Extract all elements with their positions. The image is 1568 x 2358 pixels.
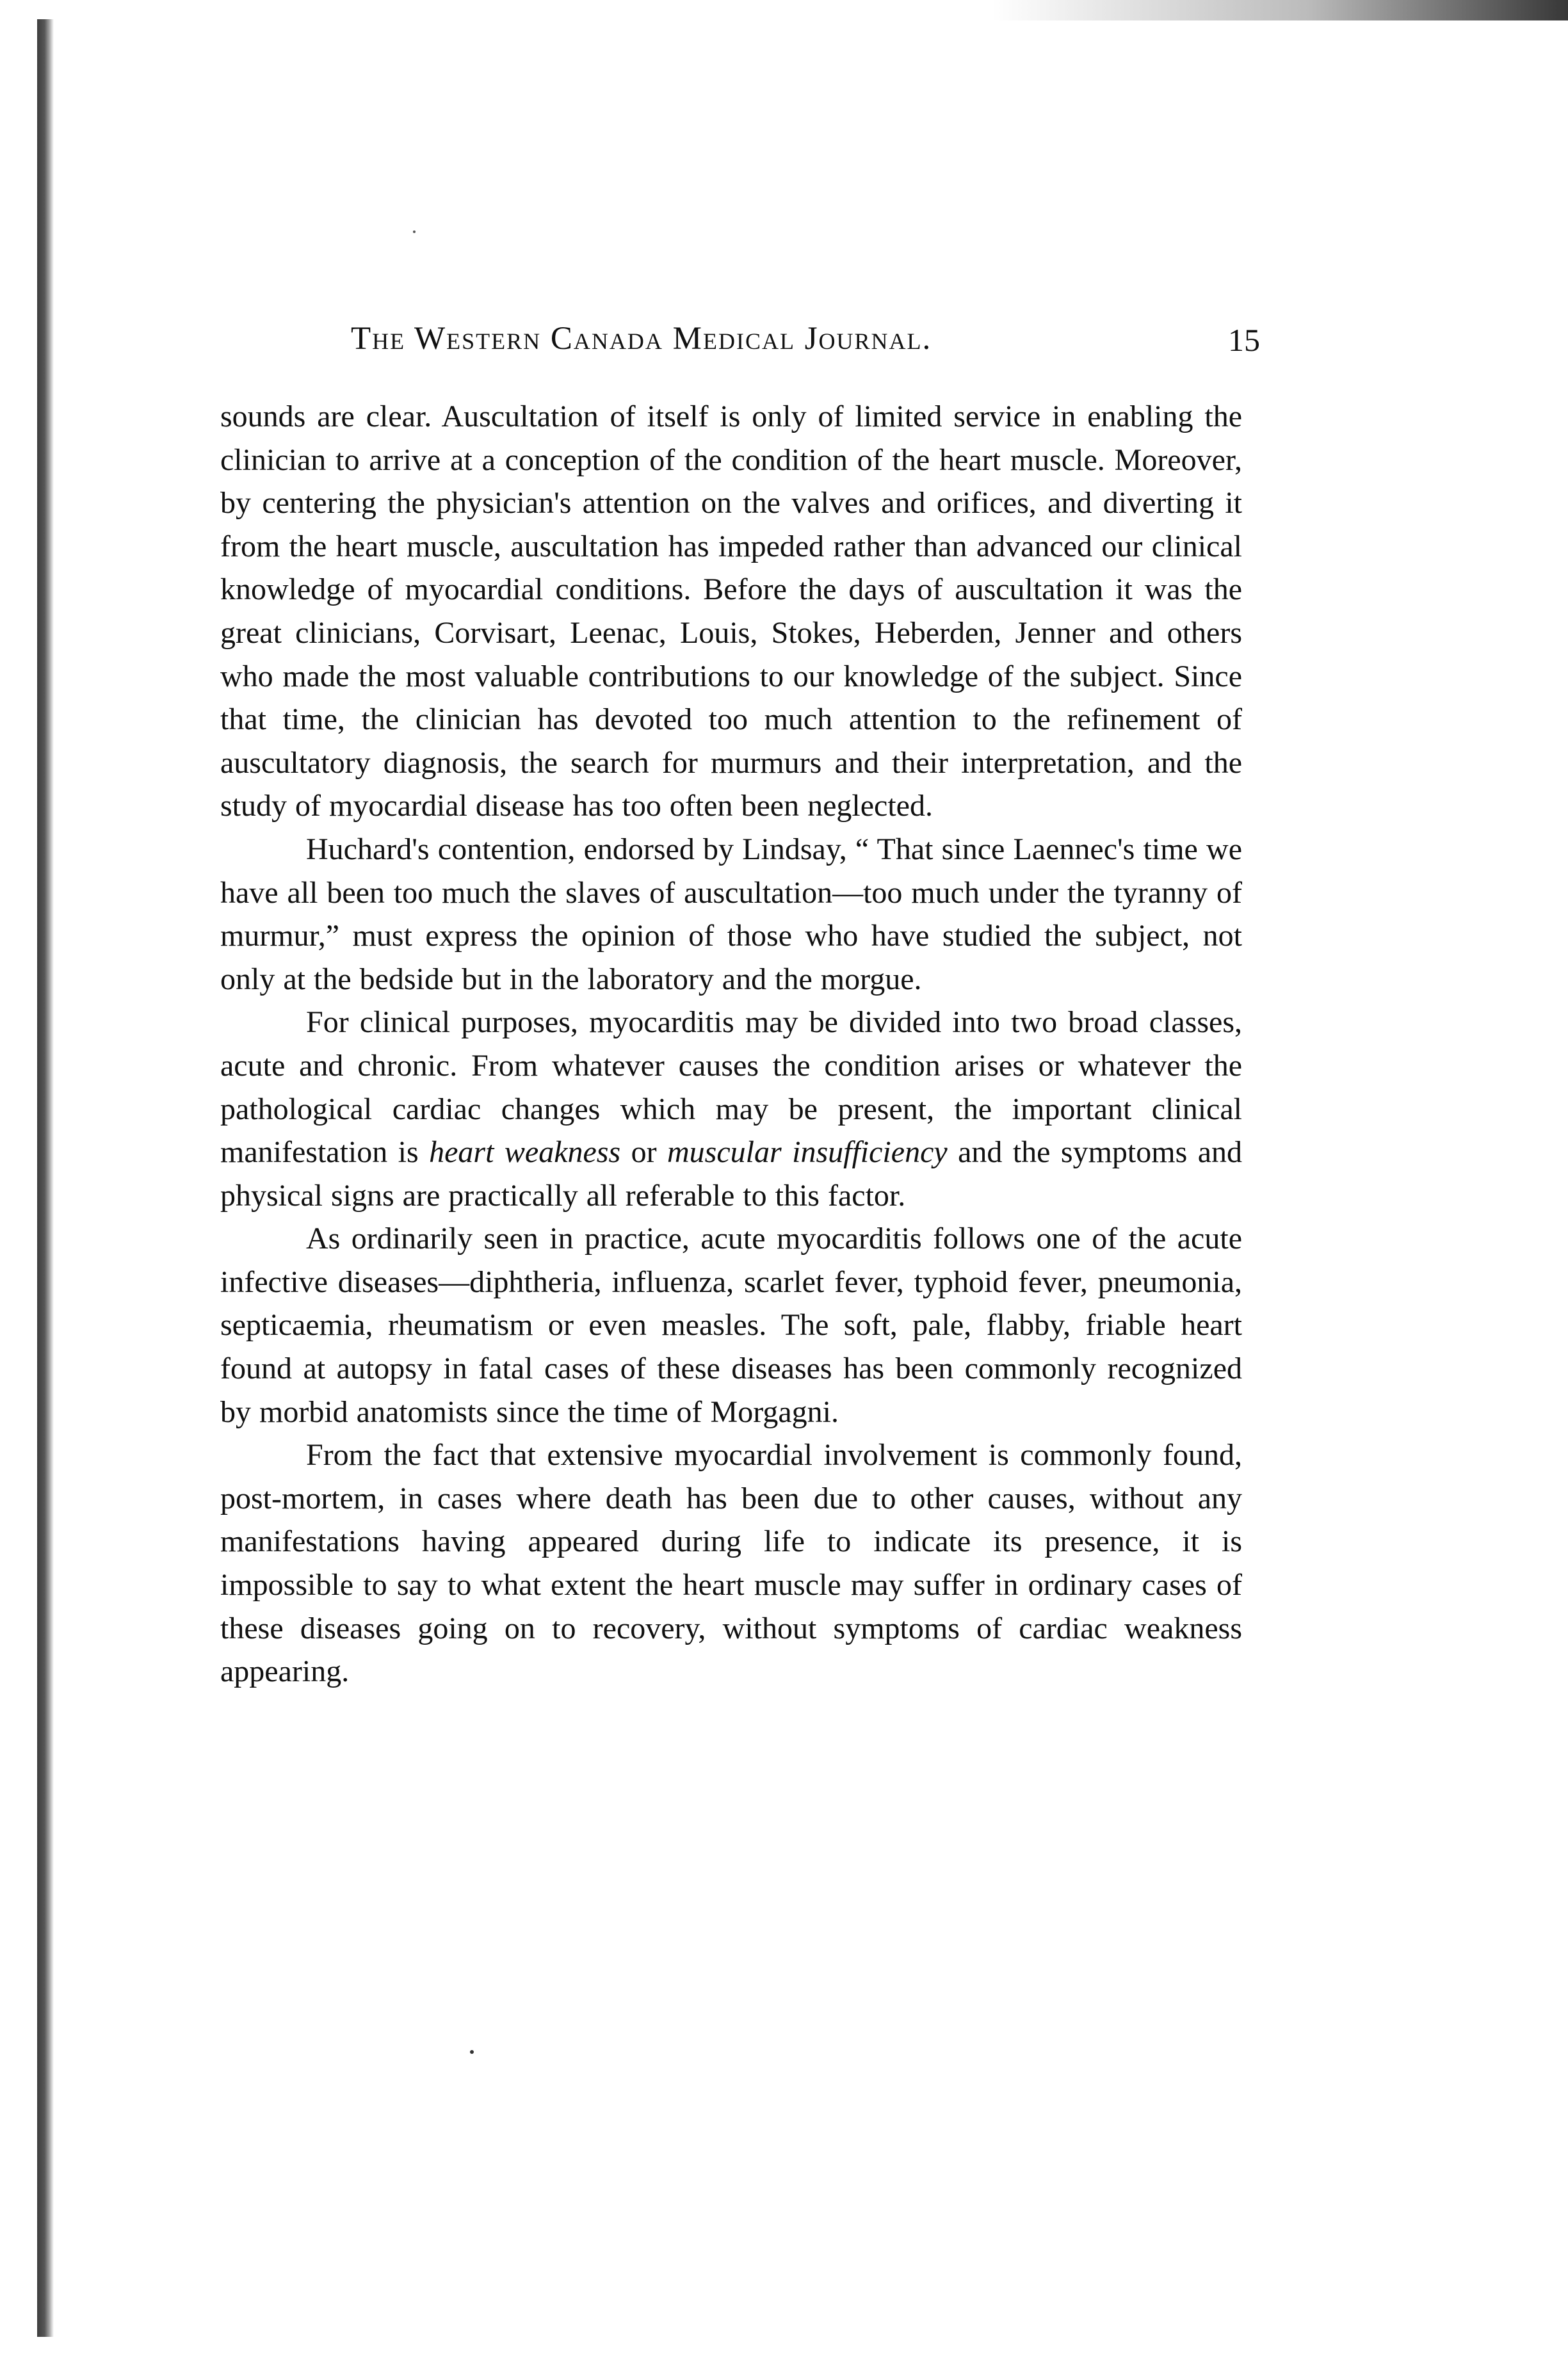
journal-title: The Western Canada Medical Journal. — [351, 321, 932, 357]
paragraph: sounds are clear. Auscultation of itself is only of limited service in enabling the clinician to arrive at a conception of the condition of the heart muscle. Moreover, by centering the physician's attention on the valves and orifices, and diverting it from the heart muscle, auscultation has impeded rather than advanced our clinical knowledge of myocardial conditions. Before the days of auscultation it was the great clinicians, Corvisart, Leenac, Louis, Stokes, Heberden, Jenner and others who made the most valuable contributions to our knowledge of the subject. Since that time, the clinician has devoted too much attention to the refinement of auscultatory diagnosis, the search for murmurs and their interpretation, and the study of myocardial disease has too often been neglected. — [220, 400, 1242, 823]
paragraph: From the fact that extensive myocardial involvement is commonly found, post-mortem, in cases where death has been due to other causes, without any manifestations having appeared during life to indicate its presence, it is impossible to say to what extent the heart muscle may suffer in ordinary cases of these diseases going on to recovery, without symptoms of cardiac weakness appearing. — [220, 1438, 1242, 1689]
paragraph-text: or — [620, 1135, 668, 1170]
paragraph — [220, 1001, 1242, 1217]
paragraph-text: and the symptoms and physical signs are practically all referable to this factor. — [220, 1135, 1243, 1213]
article-body — [220, 395, 1242, 1693]
scan-speck — [470, 2050, 474, 2054]
emphasis-muscular-insufficiency: muscular insufficiency — [667, 1135, 948, 1170]
paragraph: Huchard's contention, endorsed by Lindsay, “ That since Laennec's time we have all been too much the slaves of auscultation—too much under the tyranny of murmur,” must express the opinion of those who have studied the subject, not only at the bedside but in the laboratory and the morgue. — [220, 832, 1242, 996]
scan-artifact-top — [992, 0, 1568, 20]
running-header — [351, 320, 1260, 371]
page-binding-edge — [37, 19, 54, 2337]
page-number: 15 — [1228, 322, 1260, 358]
scan-speck — [413, 230, 416, 233]
paragraph: As ordinarily seen in practice, acute myocarditis follows one of the acute infective diseases—diphtheria, influenza, scarlet fever, typhoid fever, pneumonia, septicaemia, rheumatism or even measles. The soft, pale, flabby, friable heart found at autopsy in fatal cases of these diseases has been commonly recognized by morbid anatomists since the time of Morgagni. — [220, 1222, 1242, 1429]
paragraph-text: For clinical purposes, myocarditis may be divided into two broad classes, acute and chronic. From whatever causes the condition arises or whatever the pathological cardiac changes which may be present, the important clinical manifestation is — [220, 1005, 1242, 1170]
emphasis-heart-weakness: heart weakness — [429, 1135, 621, 1170]
